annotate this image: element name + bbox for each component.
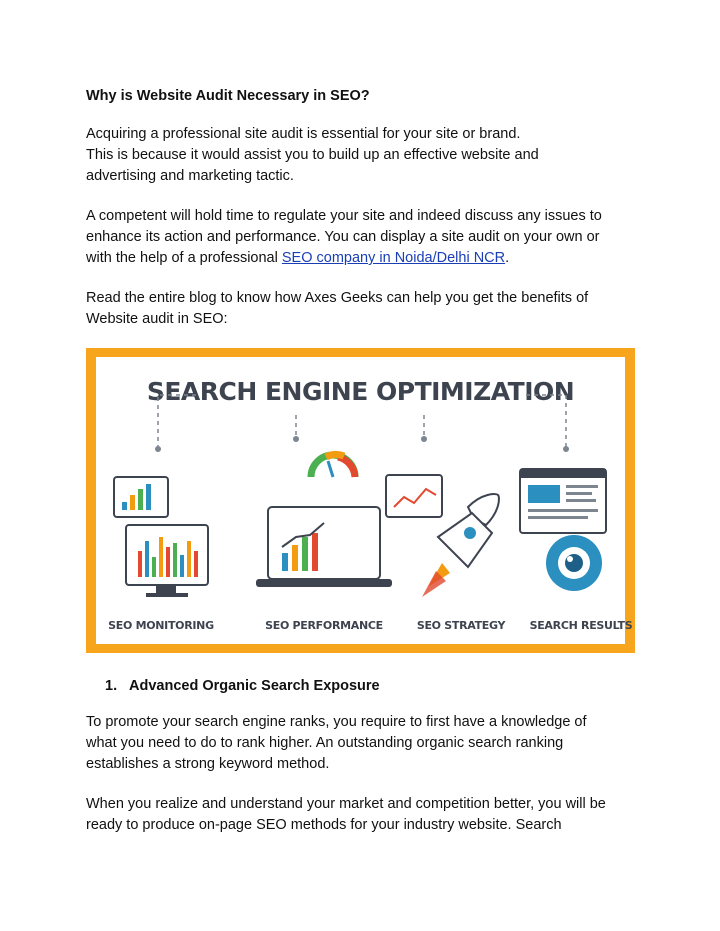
text-span: .: [505, 250, 510, 266]
list-heading-1: [105, 676, 380, 696]
text-line: advertising and marketing tactic.: [86, 168, 294, 184]
text-line: what you need to do to rank higher. An outstanding organic search ranking: [86, 735, 564, 751]
seo-banner-image: [86, 348, 635, 653]
performance-icon: [256, 455, 392, 587]
caption-seo-performance: SEO PERFORMANCE: [265, 619, 383, 632]
connector-lines: [158, 395, 566, 447]
paragraph-blog: [86, 288, 646, 330]
text-line: ready to produce on-page SEO methods for your industry website. Search: [86, 817, 562, 833]
list-heading-text: Advanced Organic Search Exposure: [129, 678, 380, 694]
text-line: When you realize and understand your market and competition better, you will be: [86, 796, 606, 812]
banner-title: SEARCH ENGINE OPTIMIZATION: [146, 377, 575, 406]
caption-seo-monitoring: SEO MONITORING: [108, 619, 214, 632]
monitoring-icon: [114, 477, 208, 597]
text-line: Read the entire blog to know how Axes Geeks can help you get the benefits of: [86, 290, 589, 306]
search-results-icon: [520, 469, 606, 591]
text-line: [86, 248, 646, 269]
text-line: To promote your search engine ranks, you require to first have a knowledge of: [86, 714, 587, 730]
text-line: establishes a strong keyword method.: [86, 756, 330, 772]
text-line: Website audit in SEO:: [86, 311, 228, 327]
text-line: enhance its action and performance. You can display a site audit on your own or: [86, 229, 600, 245]
banner-illustration: [96, 357, 625, 644]
paragraph-intro: [86, 124, 646, 187]
paragraph-organic: [86, 712, 646, 775]
article-heading: Why is Website Audit Necessary in SEO?: [86, 88, 370, 104]
seo-company-link[interactable]: SEO company in Noida/Delhi NCR: [281, 250, 506, 266]
text-line: A competent will hold time to regulate your site and indeed discuss any issues to: [86, 208, 602, 224]
paragraph-market: [86, 794, 646, 836]
paragraph-audit: [86, 206, 646, 269]
strategy-icon: [386, 475, 499, 597]
caption-seo-strategy: SEO STRATEGY: [416, 619, 506, 632]
list-number: 1.: [105, 678, 118, 694]
caption-search-results: SEARCH RESULTS: [529, 619, 633, 632]
banner-panel: [96, 357, 633, 644]
text-span: with the help of a professional: [86, 250, 282, 266]
connector-dots: [155, 436, 569, 452]
text-line: Acquiring a professional site audit is essential for your site or brand.: [86, 126, 521, 142]
text-line: This is because it would assist you to build up an effective website and: [86, 147, 539, 163]
